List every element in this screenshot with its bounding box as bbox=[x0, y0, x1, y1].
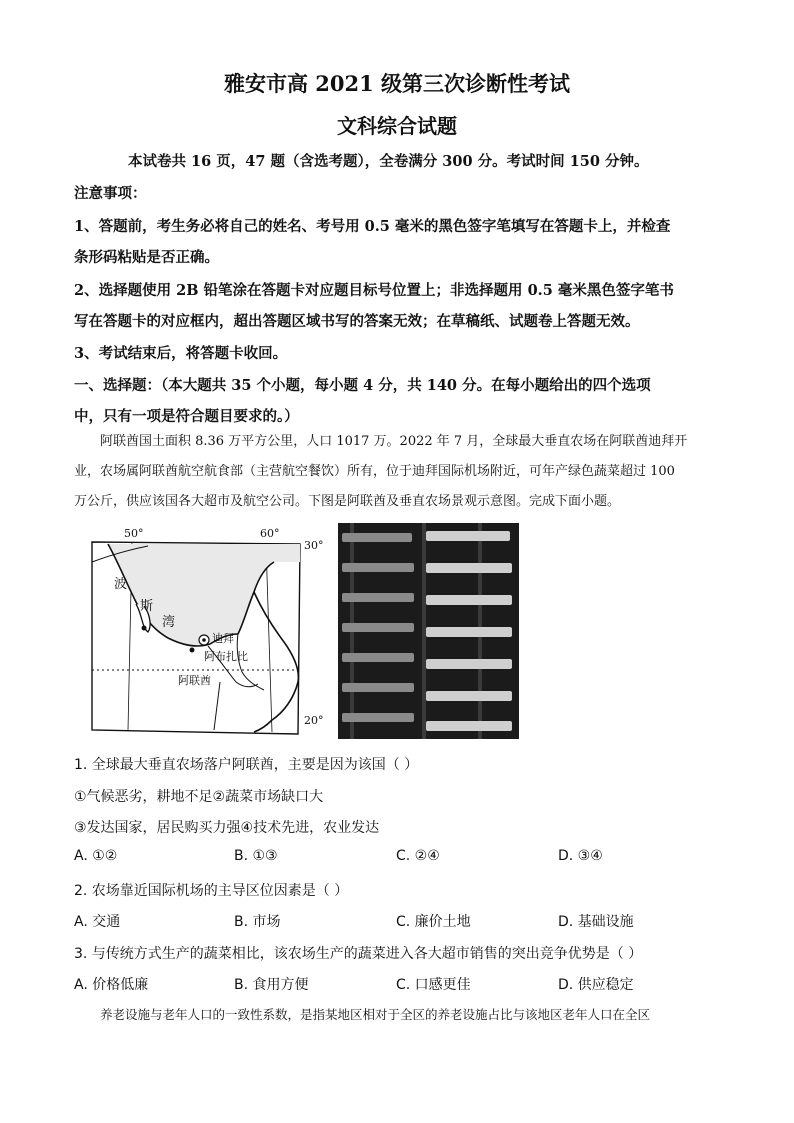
question-1-option-a: A. ①② bbox=[74, 848, 118, 864]
gulf-label: 湾 bbox=[162, 615, 176, 630]
gulf-label: 斯 bbox=[140, 599, 154, 614]
city-label-abu-dhabi: 阿布扎比 bbox=[204, 650, 248, 663]
question-1-option-c: C. ②④ bbox=[396, 848, 440, 864]
question-2-option-d: D. 基础设施 bbox=[558, 914, 634, 930]
notice-line: 3、考试结束后，将答题卡收回。 bbox=[74, 345, 288, 362]
vertical-farm-photo bbox=[338, 523, 519, 739]
passage-line: 业，农场属阿联酋航空航食部（主营航空餐饮）所有，位于迪拜国际机场附近，可年产绿色蔬菜超过 100 bbox=[74, 464, 675, 479]
question-1-statement: ③发达国家，居民购买力强④技术先进，农业发达 bbox=[74, 820, 380, 836]
passage-elderly-care: 养老设施与老年人口的一致性系数，是指某地区相对于全区的养老设施占比与该地区老年人口在全区 bbox=[100, 1007, 651, 1022]
question-2-option-b: B. 市场 bbox=[234, 914, 281, 930]
notice-line: 写在答题卡的对应框内，超出答题区域书写的答案无效；在草稿纸、试题卷上答题无效。 bbox=[74, 313, 640, 330]
country-label-uae: 阿联酋 bbox=[178, 674, 211, 687]
passage-uae bbox=[74, 427, 724, 517]
exam-subtitle: 文科综合试题 bbox=[337, 114, 457, 138]
notice-line: 条形码粘贴是否正确。 bbox=[74, 249, 219, 266]
notice-line: 1、答题前，考生务必将自己的姓名、考号用 0.5 毫米的黑色签字笔填写在答题卡上，并检查 bbox=[74, 218, 671, 235]
question-3-option-a: A. 价格低廉 bbox=[74, 977, 149, 993]
dubai-dot bbox=[202, 638, 206, 642]
passage-line: 万公斤，供应该国各大超市及航空公司。下图是阿联酋及垂直农场景观示意图。完成下面小题。 bbox=[74, 494, 621, 509]
question-2-option-c: C. 廉价土地 bbox=[396, 914, 471, 930]
lon-label-50: 50° bbox=[124, 527, 144, 540]
notice-line: 2、选择题使用 2B 铅笔涂在答题卡对应题目标号位置上；非选择题用 0.5 毫米黑色签字笔书 bbox=[74, 282, 674, 299]
lat-label-20: 20° bbox=[304, 714, 324, 727]
section-heading-cont: 中，只有一项是符合题目要求的。） bbox=[74, 408, 299, 425]
question-3-option-c: C. 口感更佳 bbox=[396, 977, 471, 993]
question-3-option-d: D. 供应稳定 bbox=[558, 977, 634, 993]
exam-title: 雅安市高 2021 级第三次诊断性考试 bbox=[223, 71, 571, 96]
question-1-option-d: D. ③④ bbox=[558, 848, 603, 864]
question-2-stem: 2. 农场靠近国际机场的主导区位因素是（ ） bbox=[74, 883, 349, 899]
city-label-dubai: 迪拜 bbox=[212, 632, 234, 645]
lat-label-30: 30° bbox=[304, 539, 324, 552]
question-3-stem: 3. 与传统方式生产的蔬菜相比，该农场生产的蔬菜进入各大超市销售的突出竞争优势是（ ） bbox=[74, 946, 643, 962]
uae-map bbox=[88, 522, 338, 740]
notice-heading: 注意事项： bbox=[74, 185, 147, 202]
question-1-stem: 1. 全球最大垂直农场落户阿联酋，主要是因为该国（ ） bbox=[74, 757, 419, 773]
question-1-option-b: B. ①③ bbox=[234, 848, 278, 864]
abu-dhabi-dot bbox=[190, 648, 195, 653]
gulf-label: 波 bbox=[114, 577, 128, 592]
section-heading: 一、选择题：（本大题共 35 个小题，每小题 4 分，共 140 分。在每小题给出的四个选项 bbox=[74, 377, 651, 394]
lon-label-60: 60° bbox=[260, 527, 280, 540]
question-2-option-a: A. 交通 bbox=[74, 914, 121, 930]
doha-dot bbox=[142, 626, 147, 631]
question-3-option-b: B. 食用方便 bbox=[234, 977, 309, 993]
question-1-statement: ①气候恶劣，耕地不足②蔬菜市场缺口大 bbox=[74, 789, 324, 805]
passage-line: 阿联酋国土面积 8.36 万平方公里，人口 1017 万。2022 年 7 月，全球最大垂直农场在阿联酋迪拜开 bbox=[100, 434, 688, 449]
exam-info: 本试卷共 16 页，47 题（含选考题），全卷满分 300 分。考试时间 150 分钟。 bbox=[128, 153, 649, 170]
